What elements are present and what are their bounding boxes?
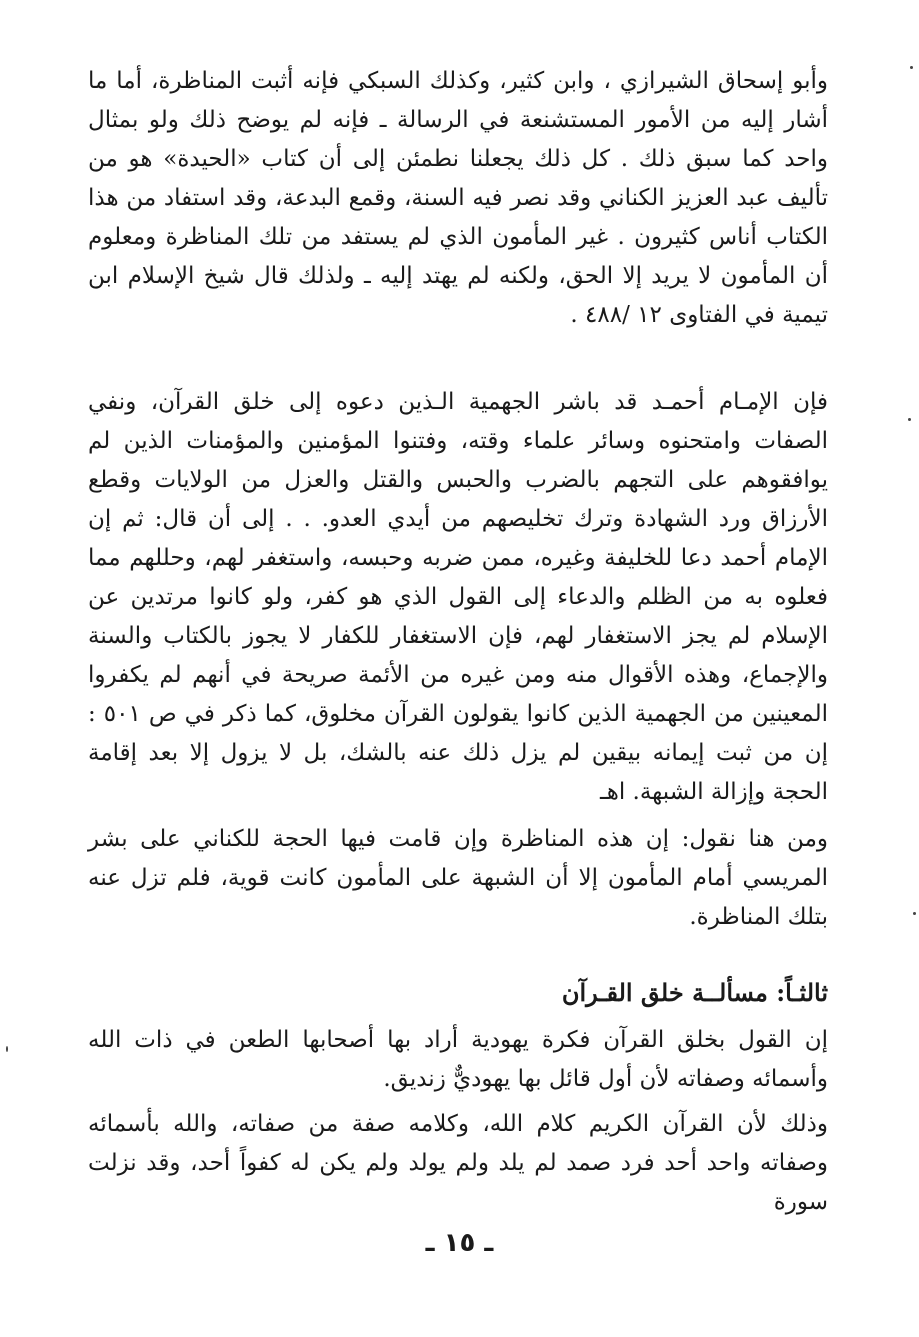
document-body xyxy=(88,62,828,1222)
scan-speck xyxy=(908,418,911,421)
section-heading: ثالثـاً: مسألــة خلق القـرآن xyxy=(561,978,828,1007)
section-paragraph-2: وذلك لأن القرآن الكريم كلام الله، وكلامه صفة من صفاته، والله بأسمائه وصفاته واحد أحد فرد صمد لم يلد ولم يولد ولم يكن له كفواً أحد، وقد نزلت سورة xyxy=(88,1111,828,1215)
scan-speck xyxy=(910,66,913,69)
paragraph-1: وأبو إسحاق الشيرازي ، وابن كثير، وكذلك السبكي فإنه أثبت المناظرة، أما ما أشار إليه من الأمور المستشنعة في الرسالة ـ فإنه لم يوضح ذلك ولو بمثال واحد كما سبق ذلك . كل ذلك يجعلنا نطمئن إلى أن كتاب «الحيدة» هو من تأليف عبد العزيز الكناني وقد نصر فيه السنة، وقمع البدعة، وقد استفاد من هذا الكتاب أناس كثيرون . غير المأمون الذي لم يستفد من تلك المناظرة ومعلوم أن المأمون لا يريد إلا الحق، ولكنه لم يهتد إليه ـ ولذلك قال شيخ الإسلام ابن تيمية في الفتاوى ١٢ /٤٨٨ . xyxy=(88,68,828,328)
paragraph-2-quotation: فإن الإمـام أحمـد قد باشر الجهمية الـذين دعوه إلى خلق القرآن، ونفي الصفات وامتحنوه وسائر علماء وقته، وفتنوا المؤمنين والمؤمنات الذين لم يوافقوهم على التجهم بالضرب والحبس والقتل والعزل من الولايات وقطع الأرزاق ورد الشهادة وترك تخليصهم من أيدي العدو. . . إلى أن قال: ثم إن الإمام أحمد دعا للخليفة وغيره، ممن ضربه وحبسه، واستغفر لهم، وحللهم مما فعلوه به من الظلم والدعاء إلى القول الذي هو كفر، ولو كانوا مرتدين عن الإسلام لم يجز الاستغفار لهم، فإن الاستغفار للكفار لا يجوز بالكتاب والسنة والإجماع، وهذه الأقوال منه ومن غيره من الأئمة صريحة في أنهم لم يكفروا المعينين من الجهمية الذين كانوا يقولون القرآن مخلوق، كما ذكر في ص ٥٠١ : إن من ثبت إيمانه بيقين لم يزل ذلك عنه بالشك، بل لا يزول إلا بعد إقامة الحجة وإزالة الشبهة. اهـ xyxy=(88,389,828,805)
scan-speck xyxy=(913,912,916,915)
section-paragraph-1: إن القول بخلق القرآن فكرة يهودية أراد بها أصحابها الطعن في ذات الله وأسمائه وصفاته لأن أول قائل بها يهوديٌّ زنديق. xyxy=(88,1027,828,1092)
scan-speck xyxy=(6,1046,8,1052)
paragraph-3: ومن هنا نقول: إن هذه المناظرة وإن قامت فيها الحجة للكناني على بشر المريسي أمام المأمون إلا أن الشبهة على المأمون كانت قوية، فلم تزل عنه بتلك المناظرة. xyxy=(88,826,828,930)
page-number: ـ ١٥ ـ xyxy=(425,1228,494,1258)
